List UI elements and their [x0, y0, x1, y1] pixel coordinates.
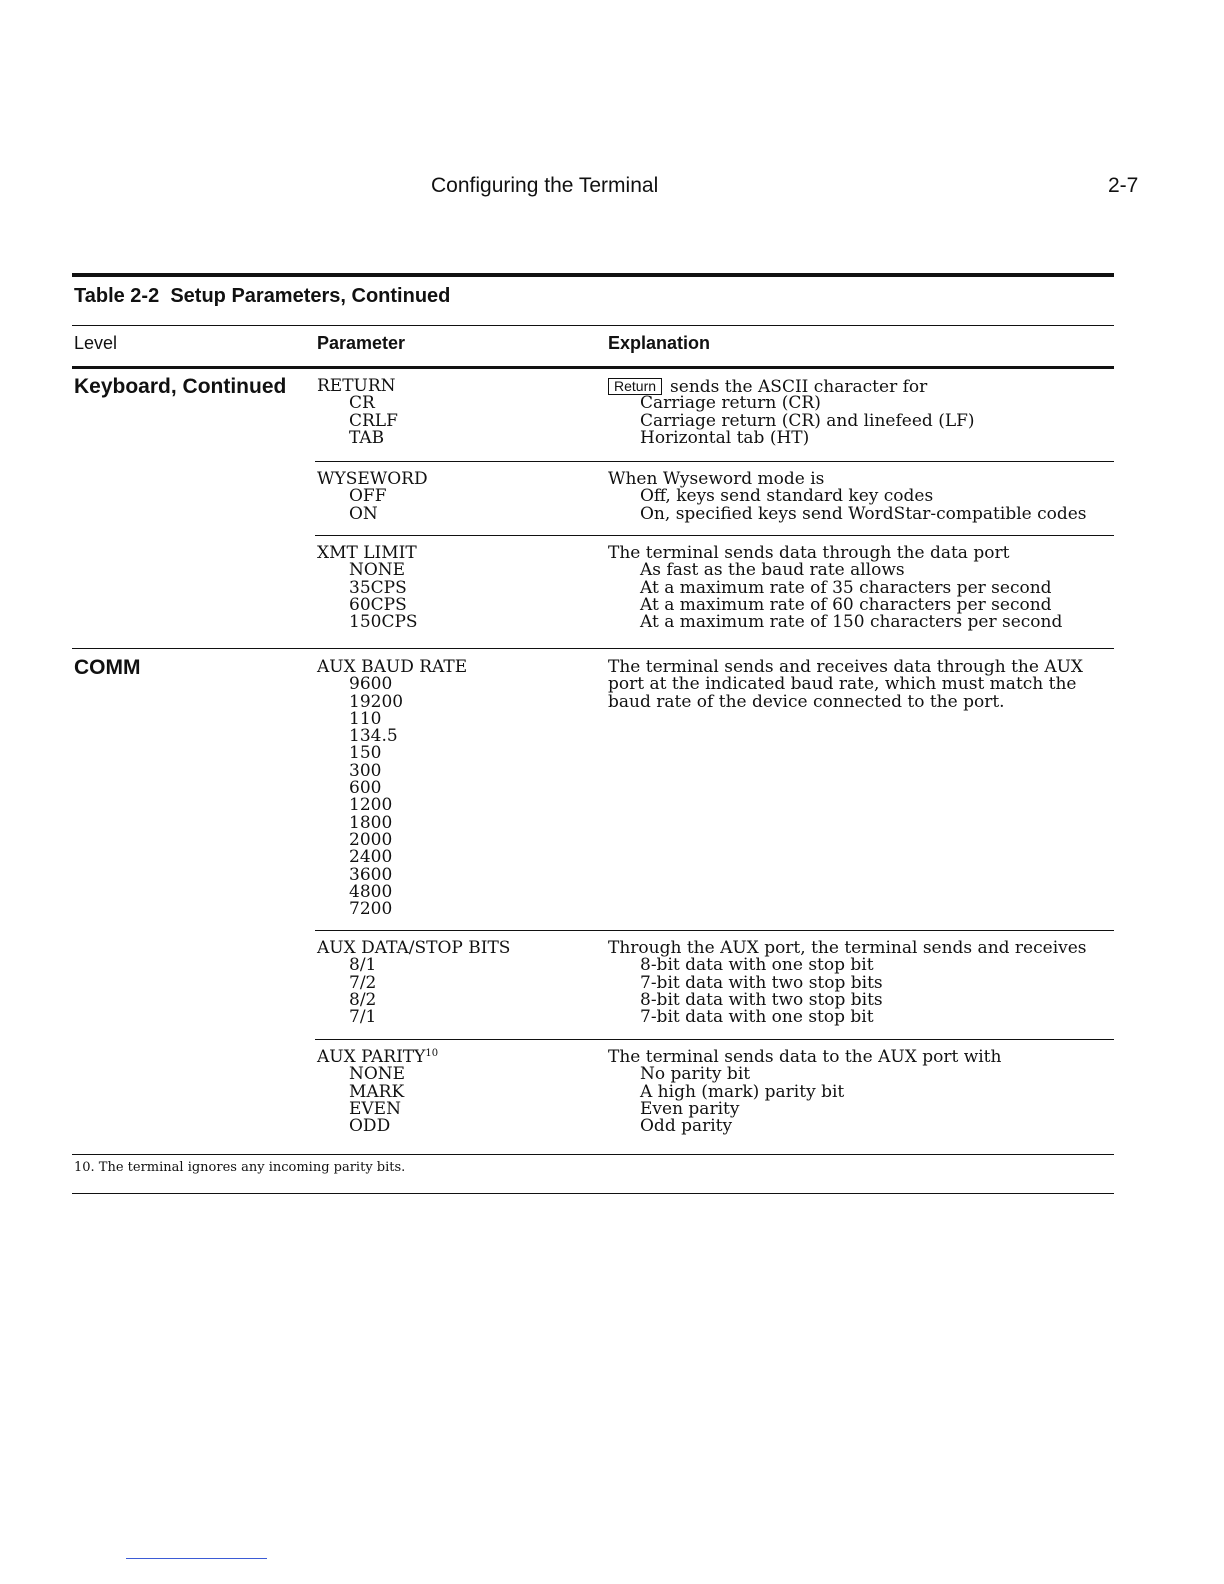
param-option: 2000	[349, 829, 393, 850]
explanation-return	[608, 378, 975, 447]
level-keyboard: Keyboard, Continued	[74, 375, 287, 398]
explanation-intro: The terminal sends data to the AUX port with	[608, 1047, 1002, 1067]
explanation-line: 7-bit data with one stop bit	[640, 1007, 874, 1028]
explanation-line: A high (mark) parity bit	[640, 1081, 845, 1102]
explanation-line: baud rate of the device connected to the port.	[608, 691, 1005, 712]
param-option: NONE	[349, 560, 406, 581]
param-wyseword	[317, 471, 428, 523]
param-name: XMT LIMIT	[317, 543, 417, 563]
running-title: Configuring the Terminal	[431, 174, 659, 197]
return-key-icon: Return	[608, 378, 662, 395]
explanation-aux-baud-rate	[608, 659, 1083, 711]
explanation-line: Off, keys send standard key codes	[640, 486, 934, 507]
explanation-intro: Through the AUX port, the terminal sends and receives	[608, 938, 1087, 958]
param-name: WYSEWORD	[317, 469, 428, 489]
param-option: 600	[349, 778, 382, 799]
param-option: 110	[349, 708, 382, 729]
explanation-line: Horizontal tab (HT)	[640, 427, 810, 448]
explanation-line: As fast as the baud rate allows	[640, 560, 905, 581]
row-divider	[315, 1039, 1114, 1040]
page-number: 2-7	[1108, 174, 1139, 197]
param-option: 1800	[349, 812, 393, 833]
param-option: 2400	[349, 847, 393, 868]
row-divider	[315, 930, 1114, 931]
explanation-line: At a maximum rate of 35 characters per second	[640, 577, 1052, 598]
param-option: EVEN	[349, 1098, 401, 1119]
param-option: 9600	[349, 674, 393, 695]
table-title: Table 2-2 Setup Parameters, Continued	[74, 285, 451, 307]
param-option: 300	[349, 760, 382, 781]
param-option: ON	[349, 503, 378, 524]
param-option: CRLF	[349, 410, 398, 431]
explanation-wyseword	[608, 471, 1087, 523]
column-header-top-rule	[72, 325, 1114, 326]
param-option: CR	[349, 393, 375, 414]
param-option: 3600	[349, 864, 393, 885]
param-option: ODD	[349, 1116, 391, 1137]
param-name: AUX DATA/STOP BITS	[317, 938, 511, 958]
param-option: 7200	[349, 899, 393, 920]
param-option: 150	[349, 743, 382, 764]
param-return	[317, 378, 398, 447]
explanation-line: 8-bit data with two stop bits	[640, 989, 883, 1010]
param-xmt-limit	[317, 545, 418, 631]
row-divider	[315, 461, 1114, 462]
explanation-line: port at the indicated baud rate, which must match the	[608, 674, 1077, 695]
explanation-line: At a maximum rate of 60 characters per second	[640, 594, 1052, 615]
param-aux-parity	[317, 1049, 438, 1135]
param-name: RETURN	[317, 376, 396, 396]
explanation-aux-data-stop-bits	[608, 940, 1087, 1026]
column-header-explanation: Explanation	[608, 333, 711, 353]
explanation-line: Carriage return (CR)	[640, 393, 821, 414]
column-header-parameter: Parameter	[317, 333, 406, 353]
param-option: 35CPS	[349, 577, 407, 598]
param-name: AUX PARITY	[317, 1047, 426, 1067]
param-option: 134.5	[349, 726, 398, 747]
explanation-line: At a maximum rate of 150 characters per second	[640, 612, 1063, 633]
param-option: 8/2	[349, 989, 377, 1010]
explanation-intro: The terminal sends data through the data port	[608, 543, 1010, 563]
param-option: 1200	[349, 795, 393, 816]
explanation-aux-parity	[608, 1049, 1001, 1135]
level-divider	[72, 648, 1114, 649]
table-top-rule	[72, 273, 1114, 277]
footnote: 10. The terminal ignores any incoming parity bits.	[74, 1160, 406, 1175]
table-bottom-rule	[72, 1154, 1114, 1155]
param-option: TAB	[349, 427, 385, 448]
explanation-intro: sends the ASCII character for	[670, 377, 928, 397]
footnote-ref: 10	[425, 1048, 439, 1059]
column-header-bottom-rule	[72, 366, 1114, 369]
param-option: 7/2	[349, 972, 377, 993]
explanation-line: Odd parity	[640, 1116, 733, 1137]
explanation-intro: When Wyseword mode is	[608, 469, 825, 489]
param-name: AUX BAUD RATE	[317, 657, 468, 677]
param-option: 8/1	[349, 955, 377, 976]
param-option: 19200	[349, 691, 404, 712]
param-option: NONE	[349, 1064, 406, 1085]
explanation-line: The terminal sends and receives data through the AUX	[608, 657, 1084, 677]
explanation-line: No parity bit	[640, 1064, 751, 1085]
row-divider	[315, 535, 1114, 536]
explanation-xmt-limit	[608, 545, 1062, 631]
param-option: 4800	[349, 881, 393, 902]
explanation-line: On, specified keys send WordStar-compatible codes	[640, 503, 1087, 524]
level-comm: COMM	[74, 656, 141, 679]
column-header-level: Level	[74, 333, 118, 353]
param-option: 150CPS	[349, 612, 418, 633]
param-aux-baud-rate	[317, 659, 467, 918]
explanation-line: Even parity	[640, 1098, 740, 1119]
footnote-bottom-rule	[72, 1193, 1114, 1194]
param-aux-data-stop-bits	[317, 940, 510, 1026]
param-option: 7/1	[349, 1007, 377, 1028]
param-option: 60CPS	[349, 594, 407, 615]
param-option: OFF	[349, 486, 387, 507]
blue-rule	[126, 1558, 267, 1559]
explanation-line: Carriage return (CR) and linefeed (LF)	[640, 410, 975, 431]
explanation-line: 7-bit data with two stop bits	[640, 972, 883, 993]
param-option: MARK	[349, 1081, 405, 1102]
page-header	[0, 174, 1224, 200]
explanation-line: 8-bit data with one stop bit	[640, 955, 874, 976]
